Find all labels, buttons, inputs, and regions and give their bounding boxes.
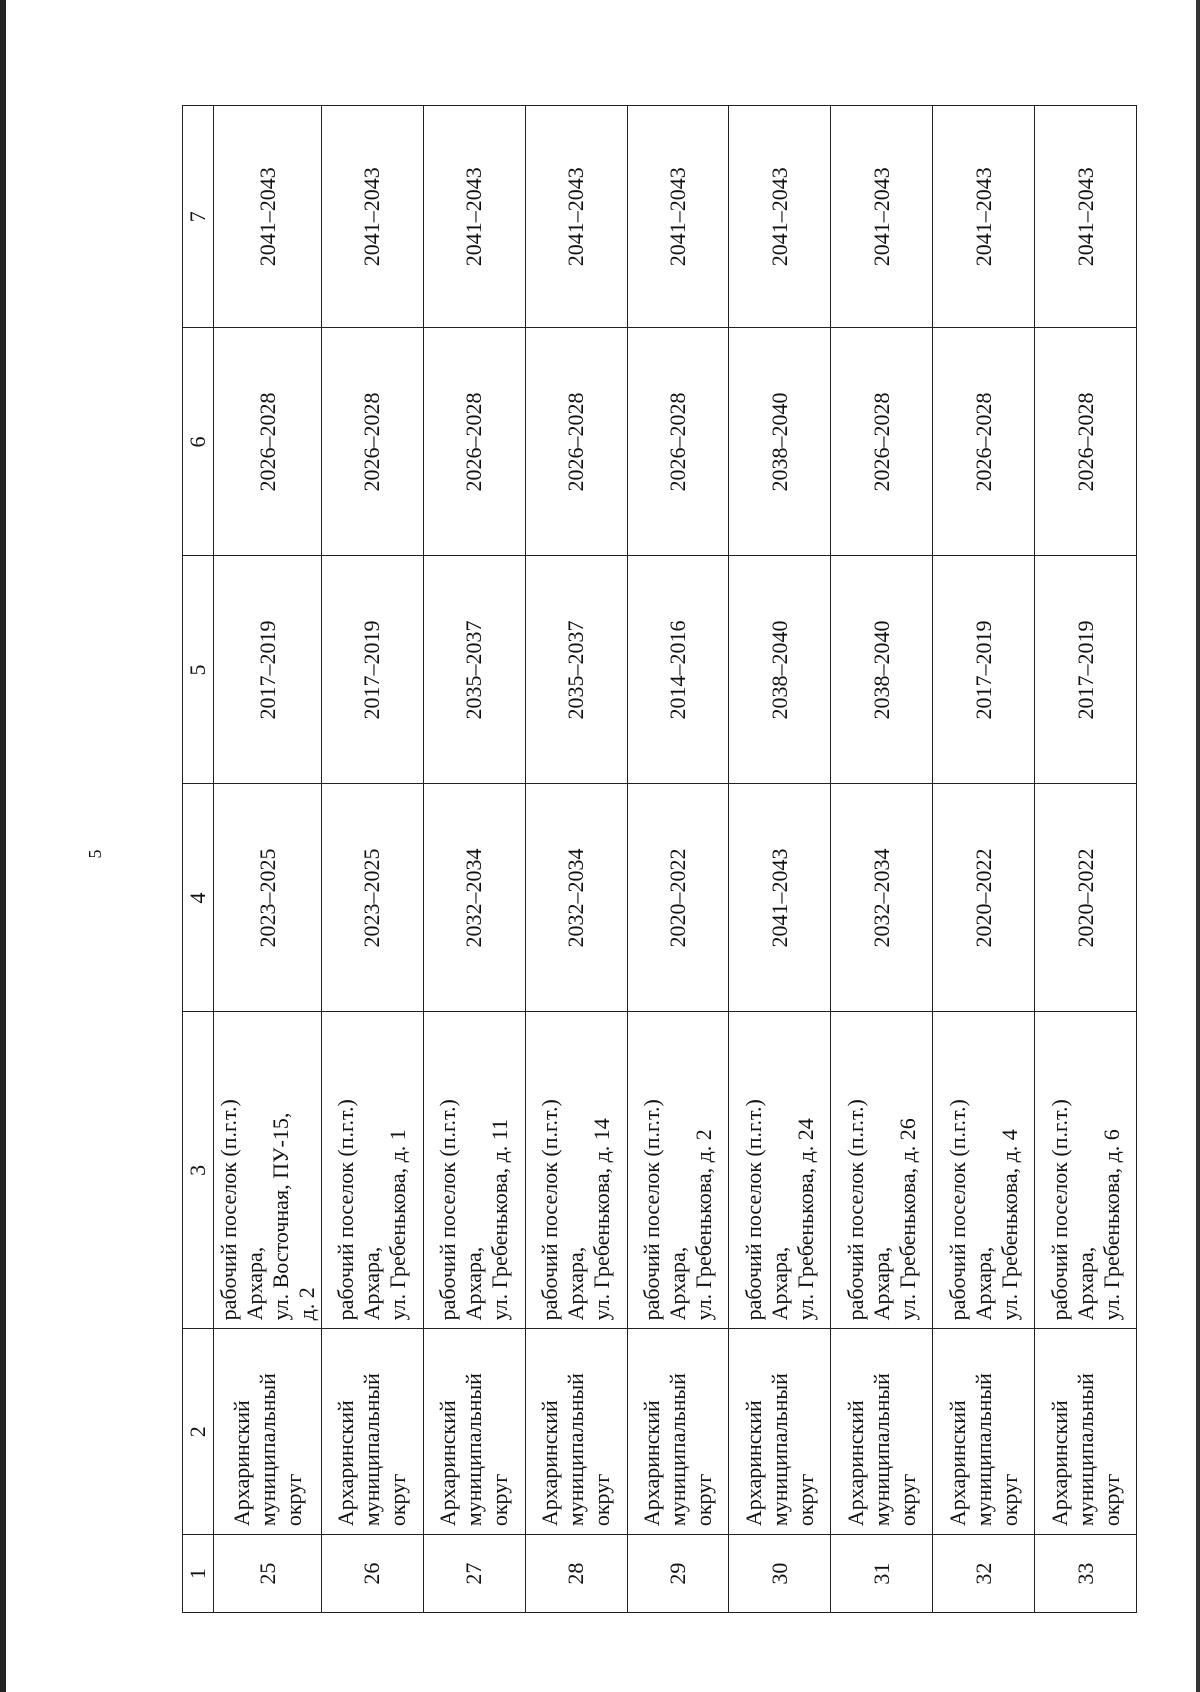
period-col-4: 2020–2022 [933,784,1035,1012]
address-line: ул. Гребенькова, д. 26 [894,1118,920,1321]
address-line: рабочий поселок (п.г.т.) [740,1099,766,1321]
district-line: муниципальный [868,1373,894,1527]
header-col-2: 2 [183,1329,214,1535]
address-line: рабочий поселок (п.г.т.) [435,1099,461,1321]
table-row [729,106,831,1613]
table-row [1035,106,1137,1613]
district-line: муниципальный [359,1373,385,1527]
address-line: Архара, [563,1246,589,1321]
district-cell [322,1329,424,1535]
table-row [933,106,1035,1613]
period-col-4: 2020–2022 [1035,784,1137,1012]
address-line: Архара, [241,1246,267,1321]
period-col-5: 2014–2016 [627,556,729,784]
district-line: округ [996,1473,1022,1527]
address-line: Архара, [665,1246,691,1321]
address-cell [214,1012,322,1329]
district-line: Архаринский [740,1400,766,1527]
period-col-6: 2026–2028 [1035,328,1137,556]
table-header-row [183,106,214,1613]
period-col-7: 2041–2043 [831,106,933,328]
district-line: округ [894,1473,920,1527]
district-line: округ [1098,1473,1124,1527]
district-cell [214,1329,322,1535]
scan-edge-right [1196,0,1200,1692]
period-col-4: 2023–2025 [322,784,424,1012]
district-line: муниципальный [1072,1373,1098,1527]
address-line: ул. Гребенькова, д. 1 [385,1129,411,1321]
address-cell [831,1012,933,1329]
district-line: муниципальный [461,1373,487,1527]
district-line: округ [691,1473,717,1527]
district-line: муниципальный [665,1373,691,1527]
period-col-7: 2041–2043 [627,106,729,328]
table-row [322,106,424,1613]
period-col-5: 2035–2037 [525,556,627,784]
period-col-5: 2017–2019 [1035,556,1137,784]
period-col-5: 2017–2019 [322,556,424,784]
table-row [214,106,322,1613]
period-col-5: 2017–2019 [933,556,1035,784]
address-cell [525,1012,627,1329]
address-line: ул. Гребенькова, д. 4 [996,1129,1022,1321]
district-line: округ [385,1473,411,1527]
table-row [627,106,729,1613]
row-number: 30 [729,1535,831,1613]
district-line: Архаринский [228,1400,254,1527]
address-line: ул. Гребенькова, д. 14 [589,1118,615,1321]
district-line: Архаринский [639,1400,665,1527]
address-line: д. 2 [293,1287,319,1321]
address-line: рабочий поселок (п.г.т.) [333,1099,359,1321]
row-number: 26 [322,1535,424,1613]
table-row [525,106,627,1613]
period-col-7: 2041–2043 [1035,106,1137,328]
row-number: 27 [423,1535,525,1613]
row-number: 33 [1035,1535,1137,1613]
district-line: округ [589,1473,615,1527]
address-line: рабочий поселок (п.г.т.) [639,1099,665,1321]
district-cell [831,1329,933,1535]
address-cell [933,1012,1035,1329]
schedule-table [182,105,1137,1613]
period-col-6: 2026–2028 [214,328,322,556]
address-line: Архара, [868,1246,894,1321]
rotated-table-frame [182,105,1137,1613]
period-col-6: 2038–2040 [729,328,831,556]
address-line: ул. Гребенькова, д. 6 [1098,1129,1124,1321]
address-line: Архара, [359,1246,385,1321]
period-col-7: 2041–2043 [423,106,525,328]
period-col-6: 2026–2028 [831,328,933,556]
period-col-6: 2026–2028 [423,328,525,556]
address-cell [423,1012,525,1329]
address-line: рабочий поселок (п.г.т.) [215,1099,241,1321]
district-line: Архаринский [333,1400,359,1527]
district-line: округ [280,1473,306,1527]
row-number: 28 [525,1535,627,1613]
period-col-7: 2041–2043 [214,106,322,328]
address-cell [322,1012,424,1329]
header-col-7: 7 [183,106,214,328]
district-cell [933,1329,1035,1535]
period-col-6: 2026–2028 [322,328,424,556]
table-container [182,105,1137,1613]
address-line: ул. Гребенькова, д. 2 [691,1129,717,1321]
address-cell [729,1012,831,1329]
district-cell [525,1329,627,1535]
period-col-7: 2041–2043 [525,106,627,328]
period-col-6: 2026–2028 [525,328,627,556]
row-number: 25 [214,1535,322,1613]
address-line: рабочий поселок (п.г.т.) [842,1099,868,1321]
district-cell [423,1329,525,1535]
address-cell [627,1012,729,1329]
period-col-5: 2038–2040 [729,556,831,784]
district-line: муниципальный [766,1373,792,1527]
address-line: Архара, [1072,1246,1098,1321]
period-col-4: 2020–2022 [627,784,729,1012]
address-line: ул. Восточная, ПУ-15, [267,1112,293,1321]
district-line: Архаринский [435,1400,461,1527]
period-col-4: 2032–2034 [525,784,627,1012]
address-line: рабочий поселок (п.г.т.) [944,1099,970,1321]
period-col-7: 2041–2043 [322,106,424,328]
header-col-1: 1 [183,1535,214,1613]
district-line: Архаринский [537,1400,563,1527]
period-col-4: 2032–2034 [831,784,933,1012]
address-line: ул. Гребенькова, д. 11 [487,1119,513,1321]
address-cell [1035,1012,1137,1329]
header-col-5: 5 [183,556,214,784]
period-col-7: 2041–2043 [729,106,831,328]
address-line: рабочий поселок (п.г.т.) [1046,1099,1072,1321]
address-line: Архара, [766,1246,792,1321]
district-cell [729,1329,831,1535]
table-row [423,106,525,1613]
district-line: округ [487,1473,513,1527]
address-line: ул. Гребенькова, д. 24 [792,1118,818,1321]
district-line: Архаринский [842,1400,868,1527]
period-col-4: 2023–2025 [214,784,322,1012]
period-col-5: 2017–2019 [214,556,322,784]
district-line: муниципальный [970,1373,996,1527]
address-line: Архара, [970,1246,996,1321]
page-number: 5 [85,849,105,859]
header-col-3: 3 [183,1012,214,1329]
district-line: Архаринский [944,1400,970,1527]
address-line: рабочий поселок (п.г.т.) [537,1099,563,1321]
period-col-4: 2032–2034 [423,784,525,1012]
district-line: округ [792,1473,818,1527]
table-row [831,106,933,1613]
district-cell [627,1329,729,1535]
district-line: Архаринский [1046,1400,1072,1527]
period-col-5: 2038–2040 [831,556,933,784]
row-number: 29 [627,1535,729,1613]
period-col-7: 2041–2043 [933,106,1035,328]
header-col-6: 6 [183,328,214,556]
period-col-6: 2026–2028 [933,328,1035,556]
header-col-4: 4 [183,784,214,1012]
table-body [214,106,1137,1613]
district-line: муниципальный [563,1373,589,1527]
district-line: муниципальный [254,1373,280,1527]
row-number: 31 [831,1535,933,1613]
period-col-4: 2041–2043 [729,784,831,1012]
period-col-5: 2035–2037 [423,556,525,784]
scan-edge-left [0,0,6,1692]
row-number: 32 [933,1535,1035,1613]
address-line: Архара, [461,1246,487,1321]
period-col-6: 2026–2028 [627,328,729,556]
district-cell [1035,1329,1137,1535]
